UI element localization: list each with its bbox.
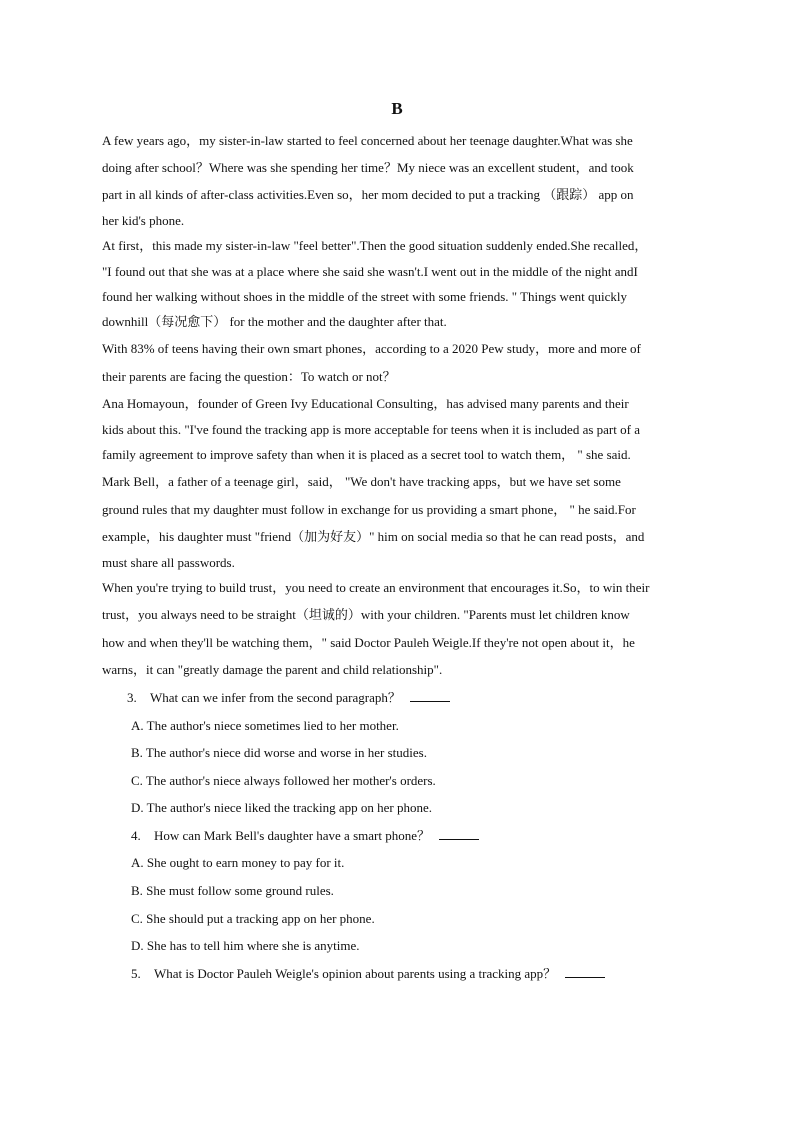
question-stem: What can we infer from the second paragraph？ [150,690,401,705]
question-stem: How can Mark Bell's daughter have a smart phone？ [154,828,430,843]
question-number: 4. [131,828,141,843]
passage-line: A few years ago，my sister-in-law started to feel concerned about her teenage daughter.What was she [102,133,633,148]
section-heading: B [391,99,403,118]
answer-blank[interactable] [439,828,479,840]
passage-line: With 83% of teens having their own smart phones，according to a 2020 Pew study，more and more of [102,341,641,356]
answer-blank[interactable] [410,690,450,702]
option: B. She must follow some ground rules. [131,883,334,898]
passage-line: warns，it can "greatly damage the parent and child relationship". [102,662,443,677]
passage-line: found her walking without shoes in the middle of the street with some friends. " Things went quickly [102,289,627,304]
passage-line: their parents are facing the question：To watch or not？ [102,369,396,384]
option: C. The author's niece always followed her mother's orders. [131,773,436,788]
passage-line: example，his daughter must "friend（加为好友）" him on social media so that he can read posts，and [102,529,645,544]
passage-line: doing after school？Where was she spending her time？My niece was an excellent student，and took [102,160,634,175]
option: A. The author's niece sometimes lied to her mother. [131,718,399,733]
passage-line: ground rules that my daughter must follow in exchange for us providing a smart phone， " he said.For [102,502,636,517]
passage-line: family agreement to improve safety than when it is placed as a secret tool to watch them， " she said. [102,447,631,462]
passage-line: her kid's phone. [102,213,185,228]
option: D. She has to tell him where she is anytime. [131,938,360,953]
question-3 [127,690,450,706]
passage-line: trust，you always need to be straight（坦诚的）with your children. "Parents must let children know [102,607,630,622]
question-4 [131,828,479,844]
question-number: 3. [127,690,137,705]
option: A. She ought to earn money to pay for it. [131,855,345,870]
passage-line: must share all passwords. [102,555,235,570]
passage-line: how and when they'll be watching them，" said Doctor Pauleh Weigle.If they're not open about it，he [102,635,635,650]
question-stem: What is Doctor Pauleh Weigle's opinion about parents using a tracking app？ [154,966,557,981]
option: B. The author's niece did worse and worse in her studies. [131,745,427,760]
passage-line: part in all kinds of after-class activities.Even so，her mom decided to put a tracking （跟踪） app on [102,187,634,202]
question-5 [131,966,605,982]
option: C. She should put a tracking app on her phone. [131,911,375,926]
question-number: 5. [131,966,141,981]
passage-line: Ana Homayoun，founder of Green Ivy Educational Consulting，has advised many parents and their [102,396,629,411]
answer-blank[interactable] [565,966,605,978]
passage-line: "I found out that she was at a place where she said she wasn't.I went out in the middle of the night andI [102,264,638,279]
passage-line: downhill（每况愈下） for the mother and the daughter after that. [102,314,447,329]
passage-line: At first，this made my sister-in-law "feel better".Then the good situation suddenly ended.She recalled， [102,238,648,253]
passage-line: kids about this. "I've found the tracking app is more acceptable for teens when it is included as part of a [102,422,640,437]
passage-line: Mark Bell，a father of a teenage girl，said， "We don't have tracking apps，but we have set some [102,474,621,489]
passage-line: When you're trying to build trust，you need to create an environment that encourages it.So，to win their [102,580,650,595]
option: D. The author's niece liked the tracking app on her phone. [131,800,433,815]
